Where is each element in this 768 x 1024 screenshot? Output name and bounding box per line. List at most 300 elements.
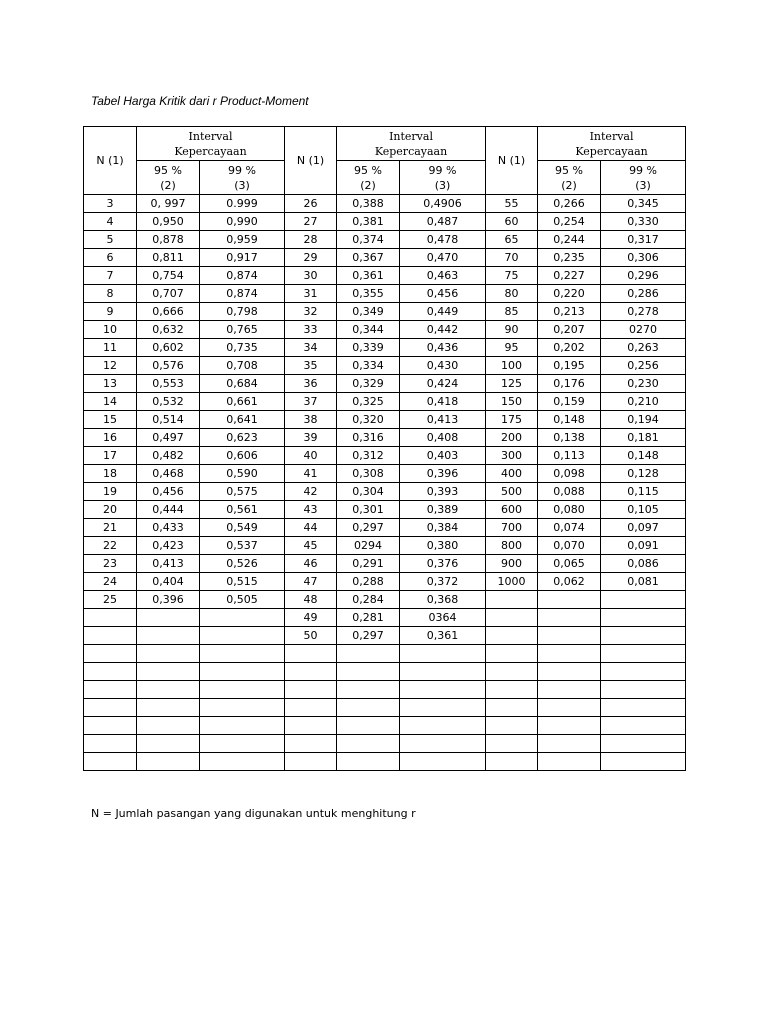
cell-n: 27 <box>285 213 337 231</box>
cell-n: 45 <box>285 537 337 555</box>
cell-n: 300 <box>486 447 538 465</box>
cell-r95: 0,666 <box>137 303 200 321</box>
cell-r95 <box>337 717 400 735</box>
cell-r99: 0,590 <box>200 465 285 483</box>
cell-r99: 0,708 <box>200 357 285 375</box>
cell-n: 14 <box>84 393 137 411</box>
cell-r95: 0,396 <box>137 591 200 609</box>
cell-r95: 0,316 <box>337 429 400 447</box>
cell-r99: 0,990 <box>200 213 285 231</box>
p99-label: 99 % <box>228 163 256 177</box>
cell-r95 <box>538 717 601 735</box>
cell-r99: 0,105 <box>601 501 686 519</box>
cell-r99 <box>200 735 285 753</box>
cell-r95 <box>538 699 601 717</box>
cell-n: 43 <box>285 501 337 519</box>
table-row <box>84 231 686 249</box>
table-row <box>84 393 686 411</box>
cell-r99: 0,917 <box>200 249 285 267</box>
cell-r95 <box>137 663 200 681</box>
p95-label: 95 % <box>354 163 382 177</box>
cell-r99: 0,623 <box>200 429 285 447</box>
cell-r99: 0,442 <box>400 321 486 339</box>
table-row <box>84 447 686 465</box>
cell-r95 <box>538 663 601 681</box>
cell-r99 <box>601 699 686 717</box>
cell-n <box>285 681 337 699</box>
cell-r95 <box>337 735 400 753</box>
p99-header <box>200 161 285 195</box>
cell-r99: 0,396 <box>400 465 486 483</box>
cell-r99 <box>601 681 686 699</box>
cell-r95: 0,244 <box>538 231 601 249</box>
cell-r99: 0,959 <box>200 231 285 249</box>
cell-n <box>486 717 538 735</box>
cell-n: 28 <box>285 231 337 249</box>
cell-r99: 0,874 <box>200 285 285 303</box>
cell-r95: 0,374 <box>337 231 400 249</box>
cell-r95: 0,632 <box>137 321 200 339</box>
cell-r95 <box>538 735 601 753</box>
cell-r99: 0,606 <box>200 447 285 465</box>
cell-r99: 0,478 <box>400 231 486 249</box>
cell-n: 35 <box>285 357 337 375</box>
cell-n: 6 <box>84 249 137 267</box>
cell-r99: 0,874 <box>200 267 285 285</box>
table-row <box>84 213 686 231</box>
cell-r95: 0,320 <box>337 411 400 429</box>
cell-r95: 0,065 <box>538 555 601 573</box>
p95-header <box>137 161 200 195</box>
table-row <box>84 519 686 537</box>
p99-number: (3) <box>635 178 651 192</box>
cell-n: 46 <box>285 555 337 573</box>
cell-r99 <box>200 645 285 663</box>
cell-n: 1000 <box>486 573 538 591</box>
p99-header <box>601 161 686 195</box>
cell-r99: 0,505 <box>200 591 285 609</box>
table-row <box>84 627 686 645</box>
cell-r95: 0,707 <box>137 285 200 303</box>
cell-r99 <box>400 699 486 717</box>
cell-r99: 0,306 <box>601 249 686 267</box>
cell-r99: 0,372 <box>400 573 486 591</box>
n-column-header: N (1) <box>486 127 538 195</box>
cell-r95 <box>337 663 400 681</box>
cell-r95: 0,176 <box>538 375 601 393</box>
cell-r95: 0,213 <box>538 303 601 321</box>
cell-n: 38 <box>285 411 337 429</box>
cell-r99: 0,361 <box>400 627 486 645</box>
cell-n: 80 <box>486 285 538 303</box>
cell-r95: 0,148 <box>538 411 601 429</box>
cell-n <box>486 735 538 753</box>
cell-n <box>486 681 538 699</box>
cell-r95: 0,576 <box>137 357 200 375</box>
cell-n: 18 <box>84 465 137 483</box>
cell-r95 <box>137 699 200 717</box>
cell-r99: 0,181 <box>601 429 686 447</box>
cell-n: 100 <box>486 357 538 375</box>
table-row <box>84 645 686 663</box>
table-row <box>84 303 686 321</box>
cell-n: 200 <box>486 429 538 447</box>
cell-n: 55 <box>486 195 538 213</box>
cell-r99: 0,086 <box>601 555 686 573</box>
cell-n: 26 <box>285 195 337 213</box>
cell-n: 13 <box>84 375 137 393</box>
cell-n: 10 <box>84 321 137 339</box>
cell-n: 65 <box>486 231 538 249</box>
cell-r99: 0,148 <box>601 447 686 465</box>
p99-number: (3) <box>434 178 451 192</box>
cell-r95: 0,413 <box>137 555 200 573</box>
interval-header-line2: Kepercayaan <box>174 144 247 158</box>
cell-n: 22 <box>84 537 137 555</box>
cell-r99: 0,330 <box>601 213 686 231</box>
interval-header <box>337 127 486 161</box>
cell-r95: 0, 997 <box>137 195 200 213</box>
cell-n: 90 <box>486 321 538 339</box>
cell-r99 <box>601 663 686 681</box>
cell-r95: 0,349 <box>337 303 400 321</box>
cell-n: 75 <box>486 267 538 285</box>
cell-n: 25 <box>84 591 137 609</box>
cell-n: 47 <box>285 573 337 591</box>
cell-n: 150 <box>486 393 538 411</box>
table-row <box>84 465 686 483</box>
table-row <box>84 735 686 753</box>
cell-r95: 0,497 <box>137 429 200 447</box>
cell-n <box>84 645 137 663</box>
cell-r95: 0,070 <box>538 537 601 555</box>
cell-n <box>285 735 337 753</box>
cell-r95: 0,088 <box>538 483 601 501</box>
cell-n <box>486 591 538 609</box>
cell-r99: 0,798 <box>200 303 285 321</box>
cell-r95: 0,159 <box>538 393 601 411</box>
cell-n: 7 <box>84 267 137 285</box>
cell-n: 50 <box>285 627 337 645</box>
cell-r95: 0,468 <box>137 465 200 483</box>
cell-r99 <box>601 735 686 753</box>
cell-n <box>84 717 137 735</box>
table-row <box>84 555 686 573</box>
cell-r95: 0,532 <box>137 393 200 411</box>
cell-r95: 0,361 <box>337 267 400 285</box>
table-body <box>84 195 686 771</box>
cell-n: 33 <box>285 321 337 339</box>
n-column-header: N (1) <box>84 127 137 195</box>
cell-r95: 0,113 <box>538 447 601 465</box>
cell-r95: 0,950 <box>137 213 200 231</box>
cell-r99 <box>601 627 686 645</box>
cell-r99: 0,393 <box>400 483 486 501</box>
cell-n: 24 <box>84 573 137 591</box>
cell-n <box>84 753 137 771</box>
p95-label: 95 % <box>555 163 583 177</box>
p95-number: (2) <box>160 178 176 192</box>
cell-r95: 0294 <box>337 537 400 555</box>
cell-r95 <box>538 753 601 771</box>
cell-r99: 0,430 <box>400 357 486 375</box>
cell-r95 <box>137 645 200 663</box>
interval-header <box>538 127 686 161</box>
cell-r99: 0,463 <box>400 267 486 285</box>
cell-n <box>285 645 337 663</box>
cell-r99 <box>601 609 686 627</box>
cell-r95: 0,284 <box>337 591 400 609</box>
cell-r95: 0,553 <box>137 375 200 393</box>
cell-n: 11 <box>84 339 137 357</box>
cell-r99: 0,128 <box>601 465 686 483</box>
cell-r99: 0,436 <box>400 339 486 357</box>
cell-r99: 0,449 <box>400 303 486 321</box>
cell-r95: 0,291 <box>337 555 400 573</box>
cell-r95: 0,367 <box>337 249 400 267</box>
cell-r95 <box>137 627 200 645</box>
cell-r95: 0,080 <box>538 501 601 519</box>
cell-n: 32 <box>285 303 337 321</box>
cell-n: 49 <box>285 609 337 627</box>
cell-r95: 0,355 <box>337 285 400 303</box>
cell-r99: 0,115 <box>601 483 686 501</box>
cell-n: 42 <box>285 483 337 501</box>
cell-r99: 0,296 <box>601 267 686 285</box>
cell-n: 70 <box>486 249 538 267</box>
cell-r95 <box>337 699 400 717</box>
cell-r99: 0,549 <box>200 519 285 537</box>
cell-r95: 0,288 <box>337 573 400 591</box>
cell-r99: 0,661 <box>200 393 285 411</box>
cell-r95: 0,811 <box>137 249 200 267</box>
cell-n: 700 <box>486 519 538 537</box>
cell-r95: 0,304 <box>337 483 400 501</box>
interval-header-line1: Interval <box>589 129 634 143</box>
cell-n: 19 <box>84 483 137 501</box>
cell-n: 175 <box>486 411 538 429</box>
cell-r99: 0.999 <box>200 195 285 213</box>
cell-n: 20 <box>84 501 137 519</box>
cell-n <box>84 609 137 627</box>
table-row <box>84 339 686 357</box>
cell-r95: 0,098 <box>538 465 601 483</box>
cell-r99: 0,256 <box>601 357 686 375</box>
cell-n <box>84 735 137 753</box>
cell-r99: 0,091 <box>601 537 686 555</box>
cell-r99: 0,526 <box>200 555 285 573</box>
cell-r95: 0,297 <box>337 627 400 645</box>
n-column-header: N (1) <box>285 127 337 195</box>
table-row <box>84 573 686 591</box>
p99-label: 99 % <box>428 163 457 177</box>
table-row <box>84 195 686 213</box>
cell-r95 <box>538 681 601 699</box>
cell-r95: 0,878 <box>137 231 200 249</box>
cell-r95: 0,062 <box>538 573 601 591</box>
table-row <box>84 249 686 267</box>
cell-r95: 0,301 <box>337 501 400 519</box>
cell-r99: 0,368 <box>400 591 486 609</box>
cell-r95: 0,388 <box>337 195 400 213</box>
cell-r99: 0,561 <box>200 501 285 519</box>
cell-n: 21 <box>84 519 137 537</box>
cell-n: 800 <box>486 537 538 555</box>
cell-r95: 0,312 <box>337 447 400 465</box>
cell-r99: 0,408 <box>400 429 486 447</box>
cell-n: 37 <box>285 393 337 411</box>
table-row <box>84 681 686 699</box>
cell-r95: 0,266 <box>538 195 601 213</box>
cell-r99 <box>400 753 486 771</box>
cell-r95: 0,202 <box>538 339 601 357</box>
cell-n <box>84 699 137 717</box>
cell-r95: 0,404 <box>137 573 200 591</box>
cell-n: 40 <box>285 447 337 465</box>
cell-r99: 0,735 <box>200 339 285 357</box>
cell-r99: 0,194 <box>601 411 686 429</box>
cell-n <box>486 753 538 771</box>
cell-r95: 0,195 <box>538 357 601 375</box>
cell-n: 400 <box>486 465 538 483</box>
cell-n <box>285 753 337 771</box>
cell-r95: 0,602 <box>137 339 200 357</box>
table-row <box>84 375 686 393</box>
cell-r95: 0,235 <box>538 249 601 267</box>
cell-r99: 0,317 <box>601 231 686 249</box>
cell-r99: 0270 <box>601 321 686 339</box>
cell-r99: 0,286 <box>601 285 686 303</box>
cell-r99: 0,537 <box>200 537 285 555</box>
table-row <box>84 501 686 519</box>
cell-r95: 0,220 <box>538 285 601 303</box>
cell-r99 <box>601 753 686 771</box>
cell-n: 31 <box>285 285 337 303</box>
cell-r95 <box>137 609 200 627</box>
cell-r95: 0,433 <box>137 519 200 537</box>
cell-r99: 0,230 <box>601 375 686 393</box>
cell-r95 <box>538 645 601 663</box>
cell-r95: 0,423 <box>137 537 200 555</box>
cell-r95 <box>137 681 200 699</box>
table-row <box>84 609 686 627</box>
cell-r99: 0,376 <box>400 555 486 573</box>
cell-r99 <box>200 663 285 681</box>
cell-r99: 0,684 <box>200 375 285 393</box>
cell-r95: 0,138 <box>538 429 601 447</box>
p99-header <box>400 161 486 195</box>
cell-n: 34 <box>285 339 337 357</box>
cell-r99 <box>200 753 285 771</box>
cell-n: 5 <box>84 231 137 249</box>
interval-header-line1: Interval <box>389 129 433 143</box>
footnote: N = Jumlah pasangan yang digunakan untuk menghitung r <box>91 807 416 820</box>
cell-r95 <box>538 591 601 609</box>
cell-r99 <box>400 663 486 681</box>
cell-r99 <box>601 645 686 663</box>
cell-r99 <box>400 645 486 663</box>
cell-n <box>285 717 337 735</box>
table-row <box>84 591 686 609</box>
cell-n: 48 <box>285 591 337 609</box>
cell-n: 16 <box>84 429 137 447</box>
cell-r99 <box>200 609 285 627</box>
p95-number: (2) <box>561 178 577 192</box>
cell-r99: 0,4906 <box>400 195 486 213</box>
cell-r95: 0,297 <box>337 519 400 537</box>
cell-n: 41 <box>285 465 337 483</box>
cell-n <box>84 681 137 699</box>
cell-r95: 0,444 <box>137 501 200 519</box>
cell-r99 <box>400 717 486 735</box>
table-row <box>84 699 686 717</box>
cell-r95: 0,514 <box>137 411 200 429</box>
cell-r95: 0,754 <box>137 267 200 285</box>
header-row-2 <box>84 161 686 195</box>
cell-r99: 0,403 <box>400 447 486 465</box>
p95-header <box>337 161 400 195</box>
table-row <box>84 321 686 339</box>
cell-r95: 0,308 <box>337 465 400 483</box>
cell-r99 <box>400 735 486 753</box>
cell-n: 12 <box>84 357 137 375</box>
cell-r99: 0,097 <box>601 519 686 537</box>
cell-r99 <box>400 681 486 699</box>
cell-n: 8 <box>84 285 137 303</box>
p95-number: (2) <box>360 178 376 192</box>
cell-r95 <box>538 627 601 645</box>
cell-n: 4 <box>84 213 137 231</box>
cell-r99 <box>200 627 285 645</box>
interval-header-line2: Kepercayaan <box>575 144 648 158</box>
table-row <box>84 717 686 735</box>
cell-n: 36 <box>285 375 337 393</box>
cell-n <box>486 609 538 627</box>
cell-r99 <box>200 681 285 699</box>
table-row <box>84 753 686 771</box>
cell-r99: 0,278 <box>601 303 686 321</box>
cell-r99: 0,210 <box>601 393 686 411</box>
cell-n: 44 <box>285 519 337 537</box>
cell-r95: 0,344 <box>337 321 400 339</box>
cell-r99: 0,575 <box>200 483 285 501</box>
cell-r99 <box>601 591 686 609</box>
cell-r95: 0,207 <box>538 321 601 339</box>
cell-r99 <box>200 717 285 735</box>
cell-r99: 0,418 <box>400 393 486 411</box>
cell-r99: 0,470 <box>400 249 486 267</box>
cell-r99: 0,081 <box>601 573 686 591</box>
table-row <box>84 429 686 447</box>
cell-r99: 0,389 <box>400 501 486 519</box>
cell-r95 <box>337 681 400 699</box>
cell-n <box>486 645 538 663</box>
table-row <box>84 663 686 681</box>
cell-n <box>285 699 337 717</box>
cell-r99: 0364 <box>400 609 486 627</box>
cell-n: 17 <box>84 447 137 465</box>
interval-header <box>137 127 285 161</box>
cell-n: 15 <box>84 411 137 429</box>
cell-r95: 0,329 <box>337 375 400 393</box>
cell-r99: 0,641 <box>200 411 285 429</box>
p99-number: (3) <box>234 178 250 192</box>
cell-r95: 0,381 <box>337 213 400 231</box>
cell-n: 9 <box>84 303 137 321</box>
cell-n: 29 <box>285 249 337 267</box>
cell-n: 30 <box>285 267 337 285</box>
cell-r99: 0,765 <box>200 321 285 339</box>
